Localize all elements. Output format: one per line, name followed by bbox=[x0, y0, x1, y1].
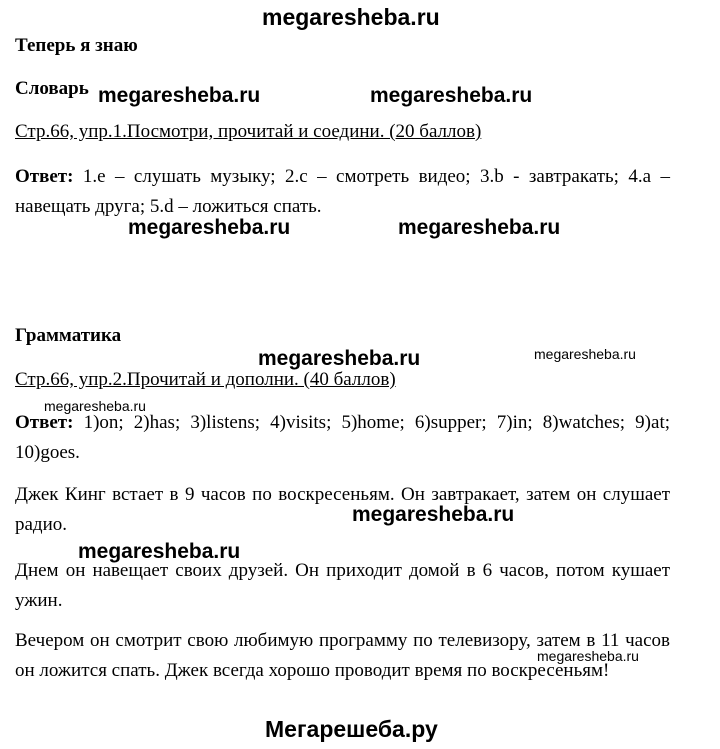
answer-1 bbox=[15, 162, 670, 222]
answer-text: 1.e – слушать музыку; 2.c – смотреть видео; 3.b - завтракать; 4.a – навещать друга; 5.d – ложиться спать. bbox=[15, 166, 670, 217]
task-title-1: Стр.66, упр.1.Посмотри, прочитай и соедини. (20 баллов) bbox=[15, 121, 482, 142]
watermark: megaresheba.ru bbox=[352, 503, 515, 526]
watermark-small: megaresheba.ru bbox=[534, 346, 636, 362]
header-watermark: megaresheba.ru bbox=[262, 4, 440, 30]
watermark: megaresheba.ru bbox=[98, 84, 261, 107]
watermark: megaresheba.ru bbox=[370, 84, 533, 107]
task-title-2: Стр.66, упр.2.Прочитай и дополни. (40 баллов) bbox=[15, 369, 396, 390]
watermark: megaresheba.ru bbox=[78, 540, 241, 563]
section-heading-grammar: Грамматика bbox=[15, 325, 122, 346]
answer-label: Ответ: bbox=[15, 412, 74, 433]
watermark: megaresheba.ru bbox=[398, 216, 561, 239]
story-paragraph: Джек Кинг встает в 9 часов по воскресеньям. Он завтракает, затем он слушает радио. bbox=[15, 484, 670, 535]
story-paragraph: Днем он навещает своих друзей. Он приходит домой в 6 часов, потом кушает ужин. bbox=[15, 560, 670, 611]
watermark-small: megaresheba.ru bbox=[44, 398, 146, 414]
footer-watermark: Мегарешеба.ру bbox=[265, 716, 438, 742]
watermark-small: megaresheba.ru bbox=[537, 648, 639, 664]
answer-2 bbox=[15, 408, 670, 468]
answer-text: 1)on; 2)has; 3)listens; 4)visits; 5)home; 6)supper; 7)in; 8)watches; 9)at; 10)goes. bbox=[15, 412, 670, 463]
answer-label: Ответ: bbox=[15, 166, 74, 187]
watermark: megaresheba.ru bbox=[258, 347, 421, 370]
watermark: megaresheba.ru bbox=[128, 216, 291, 239]
section-heading-vocabulary: Словарь bbox=[15, 78, 89, 99]
page-title: Теперь я знаю bbox=[15, 35, 138, 56]
story-paragraph: Вечером он смотрит свою любимую программу по телевизору, затем в 11 часов он ложится спать. Джек всегда хорошо проводит время по воскресеньям! bbox=[15, 630, 670, 681]
